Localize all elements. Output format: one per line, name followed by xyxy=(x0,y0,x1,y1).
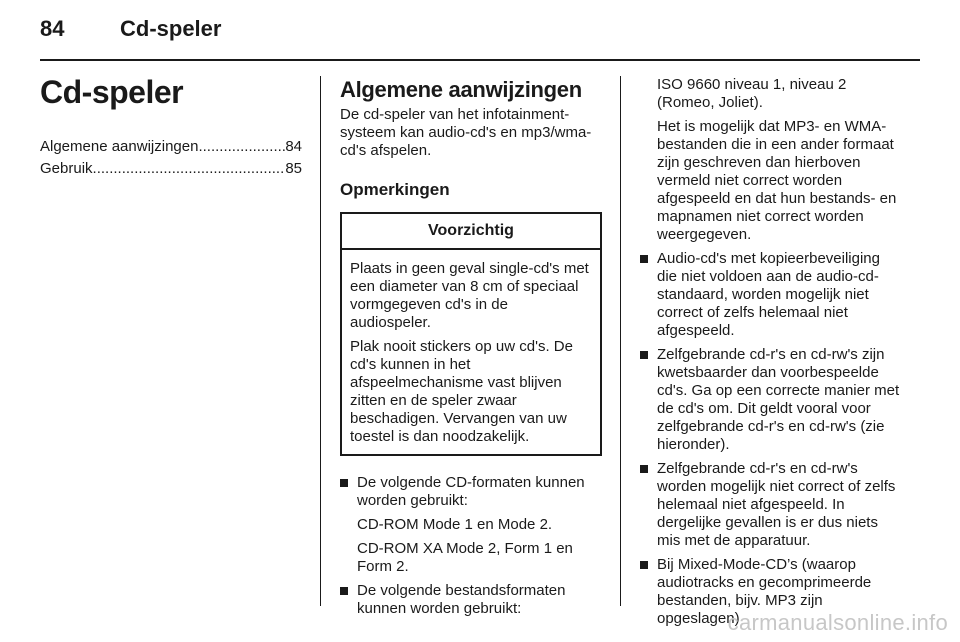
format-list xyxy=(340,474,602,618)
list-subitem: CD-ROM Mode 1 en Mode 2. xyxy=(357,516,553,533)
list-subitem: CD-ROM XA Mode 2, Form 1 en Form 2. xyxy=(357,540,573,575)
list-item xyxy=(640,346,904,454)
bullet-square-icon xyxy=(640,561,648,569)
continuation-block xyxy=(640,76,904,244)
body-paragraph: Het is mogelijk dat MP3- en WMA-bestanden die in een ander formaat zijn geschreven dan hierboven vermeld niet correct worden afgespeeld en dat hun bestands- en mapnamen niet correct worden weergegeven. xyxy=(657,118,897,243)
list-item-text: De volgende bestandsformaten kunnen worden gebruikt: xyxy=(357,582,566,617)
right-column xyxy=(640,76,904,634)
intro-paragraph: De cd-speler van het infotainment-systeem kan audio-cd's en mp3/wma-cd's afspelen. xyxy=(340,106,592,159)
toc-leader xyxy=(93,158,286,180)
list-item xyxy=(340,474,602,576)
list-item-text: De volgende CD-formaten kunnen worden gebruikt: xyxy=(357,474,585,509)
section-title: Algemene aanwijzingen xyxy=(340,77,582,102)
toc-label: Algemene aanwijzingen xyxy=(40,138,199,155)
notes-title: Opmerkingen xyxy=(340,180,450,199)
toc-page: 84 xyxy=(285,138,302,155)
caution-box xyxy=(340,212,602,456)
list-item xyxy=(640,250,904,340)
caution-title: Voorzichtig xyxy=(342,214,600,250)
list-item xyxy=(340,582,602,618)
list-item xyxy=(640,460,904,550)
column-divider xyxy=(620,76,621,606)
toc-page: 85 xyxy=(285,160,302,177)
chapter-column xyxy=(40,72,302,180)
page-number: 84 xyxy=(40,16,65,41)
caution-paragraph: Plak nooit stickers op uw cd's. De cd's kunnen in het afspeelmechanisme vast blijven zitten en de speler zwaar beschadigen. Vervangen van uw toestel is dan noodzakelijk. xyxy=(350,338,573,445)
bullet-square-icon xyxy=(640,351,648,359)
list-item-text: Zelfgebrande cd-r's en cd-rw's worden mogelijk niet correct of zelfs helemaal niet afgespeeld. In dergelijke gevallen is er dus niets mis met de apparatuur. xyxy=(657,460,896,549)
toc-entry[interactable] xyxy=(40,136,302,158)
notes-list xyxy=(640,250,904,628)
toc-label: Gebruik xyxy=(40,160,93,177)
column-divider xyxy=(320,76,321,606)
bullet-square-icon xyxy=(640,465,648,473)
bullet-square-icon xyxy=(340,587,348,595)
bullet-square-icon xyxy=(640,255,648,263)
chapter-title: Cd-speler xyxy=(40,74,184,110)
page-header xyxy=(40,16,920,60)
watermark: carmanualsonline.info xyxy=(727,610,948,635)
body-paragraph: ISO 9660 niveau 1, niveau 2 (Romeo, Joliet). xyxy=(657,76,847,111)
running-title: Cd-speler xyxy=(120,16,222,41)
list-item-text: Bij Mixed-Mode-CD’s (waarop audiotracks en gecomprimeerde bestanden, bijv. MP3 zijn opgeslagen) xyxy=(657,556,872,627)
middle-column xyxy=(340,76,602,624)
header-rule xyxy=(40,59,920,61)
toc-entry[interactable] xyxy=(40,158,302,180)
caution-body xyxy=(342,250,600,454)
list-item-text: Audio-cd's met kopieerbeveiliging die niet voldoen aan de audio-cd-standaard, worden mogelijk niet correct of zelfs helemaal niet afgespeeld. xyxy=(657,250,880,339)
toc-leader xyxy=(198,136,285,158)
list-item-text: Zelfgebrande cd-r's en cd-rw's zijn kwetsbaarder dan voorbespeelde cd's. Ga op een correcte manier met de cd's om. Dit geldt vooral voor zelfgebrande cd-r's en cd-rw's (zie hieronder). xyxy=(657,346,900,453)
bullet-square-icon xyxy=(340,479,348,487)
caution-paragraph: Plaats in geen geval single-cd's met een diameter van 8 cm of speciaal vormgegeven cd's in de audiospeler. xyxy=(350,260,589,331)
